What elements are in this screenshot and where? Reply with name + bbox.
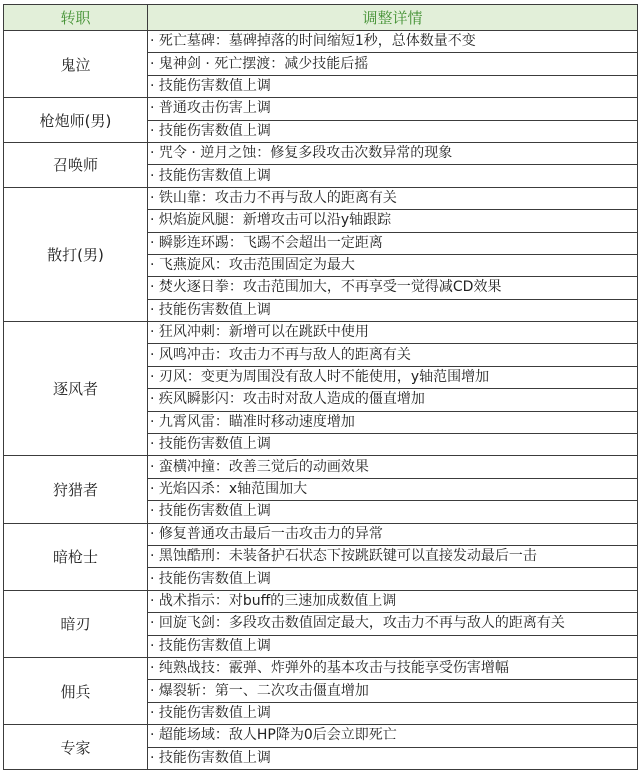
job-name-cell: 暗刃 — [4, 590, 148, 657]
adjustment-item: · 咒令 · 逆月之蚀：修复多段攻击次数异常的现象 — [148, 142, 638, 164]
adjustment-item: · 炽焰旋风腿：新增攻击可以沿y轴跟踪 — [148, 210, 638, 232]
table-row — [4, 523, 638, 545]
table-row — [4, 187, 638, 209]
adjustment-item: · 瞬影连环踢：飞踢不会超出一定距离 — [148, 232, 638, 254]
adjustment-item: · 技能伤害数值上调 — [148, 165, 638, 187]
job-name-cell: 枪炮师(男) — [4, 98, 148, 143]
adjustment-item: · 技能伤害数值上调 — [148, 635, 638, 657]
adjustment-item: · 狂风冲刺：新增可以在跳跃中使用 — [148, 322, 638, 344]
job-name-cell: 狩猎者 — [4, 456, 148, 523]
header-row — [4, 5, 638, 31]
adjustment-item: · 黑蚀酷刑：未装备护石状态下按跳跃键可以直接发动最后一击 — [148, 545, 638, 567]
adjustment-item: · 疾风瞬影闪：攻击时对敌人造成的僵直增加 — [148, 389, 638, 411]
adjustment-item: · 光焰囚杀：x轴范围加大 — [148, 478, 638, 500]
job-name-cell: 专家 — [4, 725, 148, 770]
adjustment-item: · 爆裂斩：第一、二次攻击僵直增加 — [148, 680, 638, 702]
job-name-cell: 鬼泣 — [4, 31, 148, 98]
job-name-cell: 散打(男) — [4, 187, 148, 321]
table-row — [4, 725, 638, 747]
header-job: 转职 — [4, 5, 148, 31]
adjustment-item: · 技能伤害数值上调 — [148, 747, 638, 769]
adjustment-item: · 技能伤害数值上调 — [148, 501, 638, 523]
adjustment-item: · 普通攻击伤害上调 — [148, 98, 638, 120]
adjustment-item: · 技能伤害数值上调 — [148, 702, 638, 724]
job-name-cell: 召唤师 — [4, 142, 148, 187]
job-name-cell: 佣兵 — [4, 657, 148, 724]
adjustment-item: · 焚火逐日拳：攻击范围加大，不再享受一觉得减CD效果 — [148, 277, 638, 299]
adjustment-item: · 铁山靠：攻击力不再与敌人的距离有关 — [148, 187, 638, 209]
adjustment-item: · 修复普通攻击最后一击攻击力的异常 — [148, 523, 638, 545]
adjustment-item: · 蛮横冲撞：改善三觉后的动画效果 — [148, 456, 638, 478]
table-row — [4, 657, 638, 679]
table-row — [4, 590, 638, 612]
adjustment-item: · 战术指示：对buff的三速加成数值上调 — [148, 590, 638, 612]
adjustment-item: · 超能场域：敌人HP降为0后会立即死亡 — [148, 725, 638, 747]
adjustment-item: · 技能伤害数值上调 — [148, 299, 638, 321]
adjustment-item: · 技能伤害数值上调 — [148, 120, 638, 142]
job-name-cell: 逐风者 — [4, 322, 148, 456]
adjustment-item: · 技能伤害数值上调 — [148, 75, 638, 97]
adjustment-item: · 技能伤害数值上调 — [148, 434, 638, 456]
adjustment-item: · 纯熟战技：霰弹、炸弹外的基本攻击与技能享受伤害增幅 — [148, 657, 638, 679]
adjustment-item: · 鬼神剑 · 死亡摆渡：减少技能后摇 — [148, 53, 638, 75]
adjustment-item: · 技能伤害数值上调 — [148, 568, 638, 590]
table-row — [4, 322, 638, 344]
adjustment-item: · 回旋飞剑：多段攻击数值固定最大，攻击力不再与敌人的距离有关 — [148, 613, 638, 635]
adjustment-item: · 死亡墓碑：墓碑掉落的时间缩短1秒，总体数量不变 — [148, 31, 638, 53]
adjustment-item: · 九霄风雷：瞄准时移动速度增加 — [148, 411, 638, 433]
table-row — [4, 456, 638, 478]
adjustment-item: · 刃风：变更为周围没有敌人时不能使用，y轴范围增加 — [148, 366, 638, 388]
adjustment-item: · 风鸣冲击：攻击力不再与敌人的距离有关 — [148, 344, 638, 366]
adjustment-table — [3, 4, 638, 770]
header-details: 调整详情 — [148, 5, 638, 31]
table-body — [4, 31, 638, 770]
table-row — [4, 142, 638, 164]
job-name-cell: 暗枪士 — [4, 523, 148, 590]
table-row — [4, 31, 638, 53]
table-row — [4, 98, 638, 120]
adjustment-item: · 飞燕旋风：攻击范围固定为最大 — [148, 254, 638, 276]
